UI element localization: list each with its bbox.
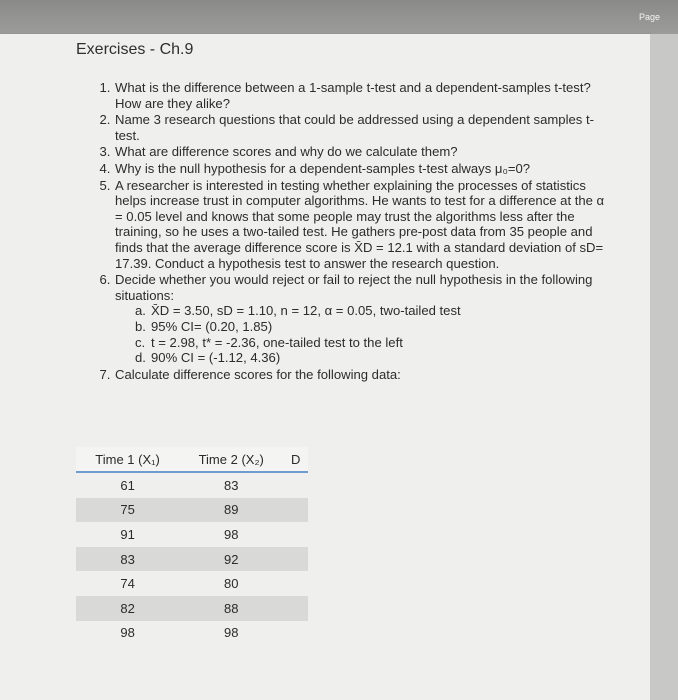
cell-time-2: 98 [179,522,283,547]
cell-time-2: 83 [179,472,283,498]
cell-time-2: 92 [179,547,283,572]
cell-time-1: 61 [76,472,179,498]
header-time-1: Time 1 (X₁) [76,447,179,472]
sub-question-letter: a. [135,303,146,319]
cell-d [283,621,308,646]
question-text: Name 3 research questions that could be addressed using a dependent samples t-test. [115,112,594,143]
question-text: Decide whether you would reject or fail to reject the null hypothesis in the following situations: [115,272,593,303]
data-table [76,447,308,645]
cell-time-2: 89 [179,498,283,523]
table-row [76,522,308,547]
question-item [114,367,614,383]
sub-question-item [135,303,614,319]
cell-time-1: 82 [76,596,179,621]
cell-d [283,596,308,621]
sub-question-item [135,319,614,335]
sub-question-item [135,335,614,351]
question-text: A researcher is interested in testing whether explaining the processes of statistics helps increase trust in computer algorithms. He wants to test for a difference at the α = 0.05 level and knows that some people may trust the algorithms less after the training, so he uses a two-tailed test. He gathers pre-post data from 35 people and finds that the average difference score is X̄D = 12.1 with a standard deviation of sD= 17.39. Conduct a hypothesis test to answer the research question. [115,177,605,271]
sub-question-letter: b. [135,318,146,334]
sub-question-text: t = 2.98, t* = -2.36, one-tailed test to the left [151,334,403,350]
sub-question-text: 90% CI = (-1.12, 4.36) [151,350,281,366]
question-item [114,80,614,111]
cell-d [283,498,308,523]
question-text: What is the difference between a 1-sample t-test and a dependent-samples t-test? How are they alike? [115,80,591,111]
page-label: Page [638,12,660,22]
cell-time-2: 88 [179,596,283,621]
table-row [76,498,308,523]
table-row [76,621,308,646]
table-row [76,547,308,572]
question-text: Why is the null hypothesis for a dependent-samples t-test always μ₀=0? [115,160,531,176]
cell-time-2: 80 [179,571,283,596]
question-item [114,144,614,160]
sub-question-text: 95% CI= (0.20, 1.85) [151,318,273,334]
question-item [114,161,614,177]
table-header-row [76,447,308,472]
question-item [114,178,614,272]
header-time-2: Time 2 (X₂) [179,447,283,472]
table-row [76,472,308,498]
question-item [114,272,614,366]
header-d: D [283,447,308,472]
question-text: What are difference scores and why do we calculate them? [115,144,458,160]
sub-question-list [115,303,614,365]
sub-question-letter: c. [135,334,146,350]
cell-time-1: 98 [76,621,179,646]
right-margin-strip [650,34,678,700]
cell-d [283,472,308,498]
cell-d [283,571,308,596]
cell-d [283,547,308,572]
cell-time-1: 74 [76,571,179,596]
question-list [90,80,614,383]
cell-time-2: 98 [179,621,283,646]
page-title: Exercises - Ch.9 [76,41,194,58]
sub-question-letter: d. [135,350,146,366]
cell-d [283,522,308,547]
cell-time-1: 75 [76,498,179,523]
table-row [76,596,308,621]
cell-time-1: 83 [76,547,179,572]
sub-question-text: X̄D = 3.50, sD = 1.10, n = 12, α = 0.05, two-tailed test [151,303,461,319]
table-row [76,571,308,596]
question-text: Calculate difference scores for the following data: [115,366,401,382]
sub-question-item [135,350,614,366]
window-top-bar [0,0,678,34]
cell-time-1: 91 [76,522,179,547]
question-item [114,112,614,143]
